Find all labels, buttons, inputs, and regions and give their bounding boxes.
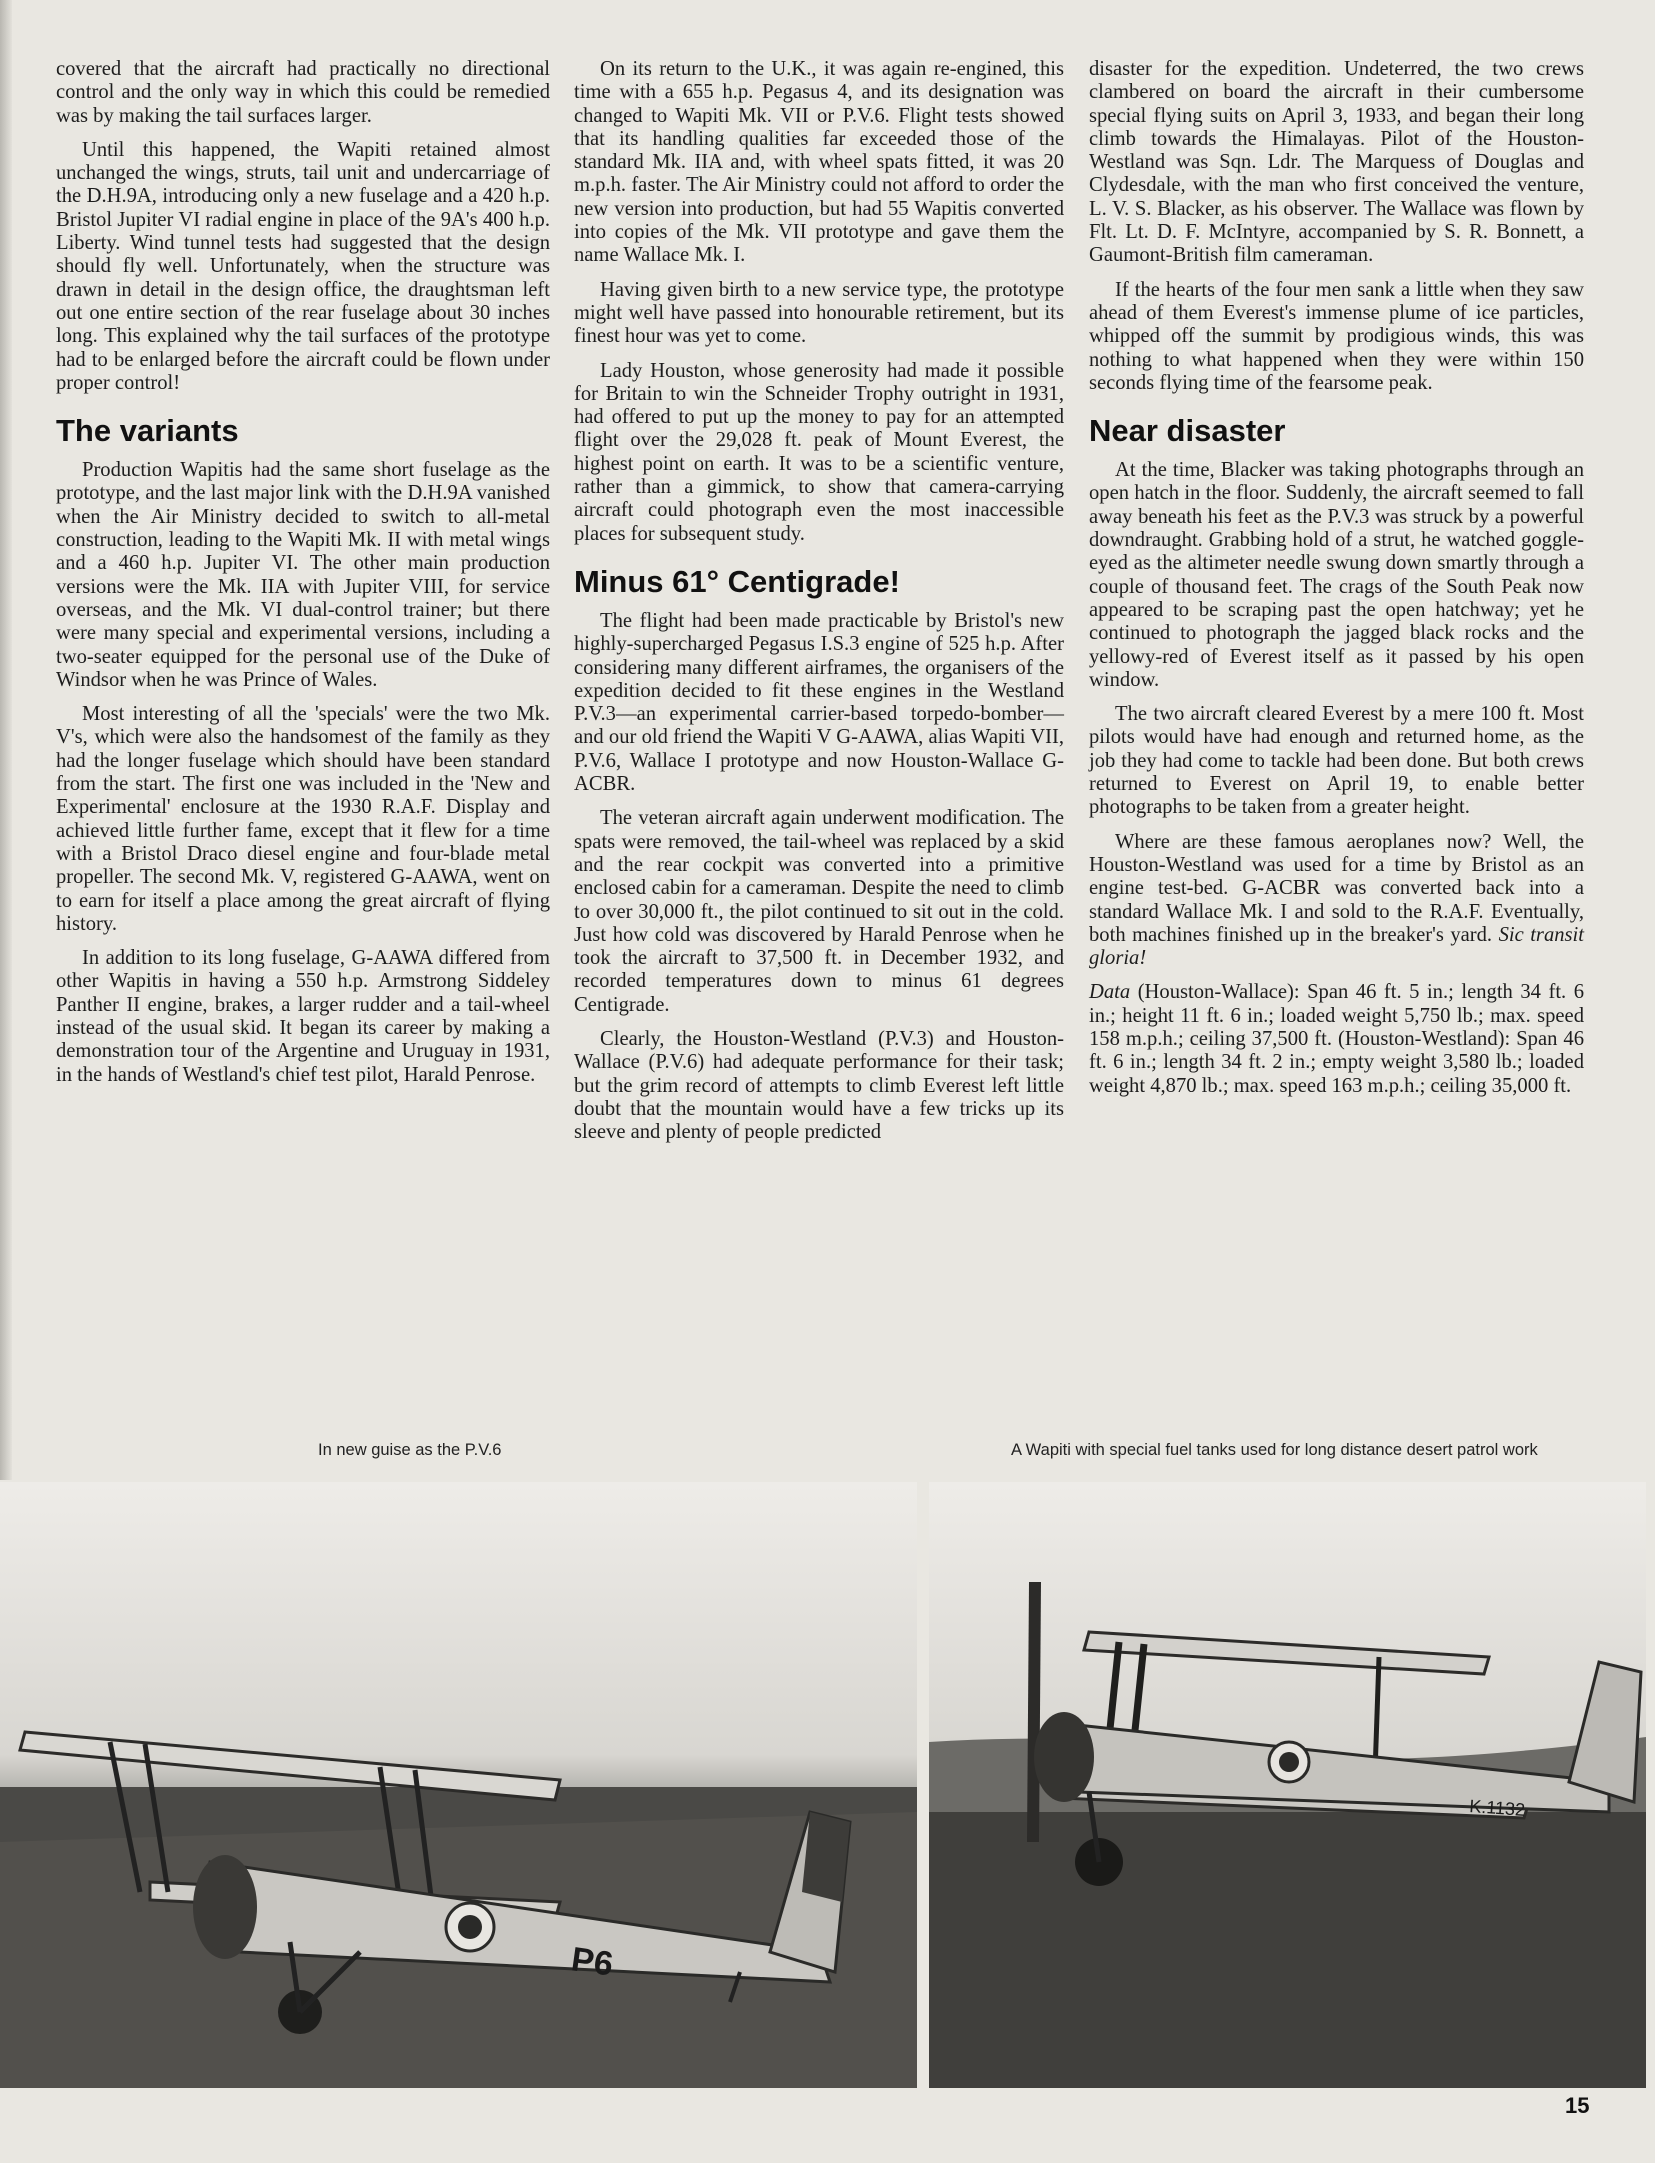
paragraph: covered that the aircraft had practically no directional control and the only way in which this could be remedied was by making the tail surfaces larger.: [56, 58, 550, 127]
article-column-2: [574, 58, 1064, 1155]
paragraph: If the hearts of the four men sank a little when they saw ahead of them Everest's immense plume of ice particles, whipped off the summit by prodigious winds, this was nothing to what happened when they were within 150 seconds flying time of the fearsome peak.: [1089, 278, 1584, 394]
biplane-illustration-left: [0, 1482, 917, 2088]
photo-caption-right: A Wapiti with special fuel tanks used for long distance desert patrol work: [1011, 1441, 1538, 1459]
article-column-3: [1089, 58, 1584, 1109]
paragraph: Lady Houston, whose generosity had made it possible for Britain to win the Schneider Trophy outright in 1931, had offered to put up the money to pay for an attempted flight over the 29,028 ft. peak of Mount Everest, the highest point on earth. It was to be a scientific venture, rather than a gimmick, to show that camera-carrying aircraft could photograph even the most inaccessible places for subsequent study.: [574, 359, 1064, 545]
paragraph: On its return to the U.K., it was again re-engined, this time with a 655 h.p. Pegasus 4, and its designation was changed to Wapiti Mk. VII or P.V.6. Flight tests showed that its handling qualities far exceeded those of the standard Mk. IIA and, with wheel spats fitted, it was 20 m.p.h. faster. The Air Ministry could not afford to order the new version into production, but had 55 Wapitis converted into copies of the Mk. VII prototype and gave them the name Wallace Mk. I.: [574, 58, 1064, 267]
photo-pv6-biplane: [0, 1482, 917, 2088]
photo-wapiti-fuel-tanks: [929, 1482, 1646, 2088]
paragraph: At the time, Blacker was taking photographs through an open hatch in the floor. Suddenly, the aircraft seemed to fall away beneath his feet as the P.V.3 was struck by a powerful downdraught. Grabbing hold of a strut, he watched goggle-eyed as the altimeter needle swung down smartly through a couple of thousand feet. The crags of the South Peak now appeared to be scraping past the open hatchway; yet he continued to photograph the jagged black rocks and the yellowy-red of Everest itself as it passed by his open window.: [1089, 459, 1584, 691]
section-heading-near-disaster: Near disaster: [1089, 413, 1286, 449]
photo-caption-left: In new guise as the P.V.6: [318, 1441, 502, 1459]
page-number: 15: [1565, 2093, 1590, 2118]
section-heading-minus-61: Minus 61° Centigrade!: [574, 563, 900, 599]
paragraph: Until this happened, the Wapiti retained almost unchanged the wings, struts, tail unit and undercarriage of the D.H.9A, introducing only a new fuselage and a 420 h.p. Bristol Jupiter VI radial engine in place of the 9A's 400 h.p. Liberty. Wind tunnel tests had suggested that the design should fly well. Unfortunately, when the structure was drawn in detail in the design office, the draughtsman left out one entire section of the rear fuselage about 30 inches long. This explained why the tail surfaces of the prototype had to be enlarged before the aircraft could be flown under proper control!: [56, 138, 550, 394]
paragraph: Clearly, the Houston-Westland (P.V.3) and Houston-Wallace (P.V.6) had adequate performance for their task; but the grim record of attempts to climb Everest left little doubt that the mountain would have a few tricks up its sleeve and plenty of people predicted: [574, 1027, 1064, 1144]
paragraph: In addition to its long fuselage, G-AAWA differed from other Wapitis in having a 550 h.p. Armstrong Siddeley Panther II engine, brakes, a larger rudder and a tail-wheel instead of the usual skid. It began its career by making a demonstration tour of the Argentine and Uruguay in 1931, in the hands of Westland's chief test pilot, Harald Penrose.: [56, 947, 550, 1086]
paragraph: The flight had been made practicable by Bristol's new highly-supercharged Pegasus I.S.3 engine of 525 h.p. After considering many different airframes, the organisers of the expedition decided to fit these engines in the Westland P.V.3—an experimental carrier-based torpedo-bomber—and our old friend the Wapiti V G-AAWA, alias Wapiti VII, P.V.6, Wallace I prototype and now Houston-Wallace G-ACBR.: [574, 609, 1064, 796]
biplane-illustration-right: [929, 1482, 1646, 2088]
paragraph: Most interesting of all the 'specials' were the two Mk. V's, which were also the handsomest of the family as they had the longer fuselage which should have been standard from the start. The first one was included in the 'New and Experimental' enclosure at the 1930 R.A.F. Display and achieved little further fame, except that it flew for a time with a Bristol Draco diesel engine and four-blade metal propeller. The second Mk. V, registered G-AAWA, went on to earn for itself a place among the great aircraft of flying history.: [56, 703, 550, 935]
paragraph: The two aircraft cleared Everest by a mere 100 ft. Most pilots would have had enough and returned home, as the job they had come to tackle had been done. But both crews returned to Everest on April 19, to enable better photographs to be taken from a greater height.: [1089, 703, 1584, 819]
paragraph-text: Where are these famous aeroplanes now? Well, the Houston-Westland was used for a time by Bristol as an engine test-bed. G-ACBR was converted back into a standard Wallace Mk. I and sold to the R.A.F. Eventually, both machines finished up in the breaker's yard.: [1089, 830, 1584, 946]
data-specifications: [1089, 981, 1584, 1097]
aircraft-marking-k1132: K.1132: [1468, 1796, 1526, 1820]
section-heading-variants: The variants: [56, 413, 239, 449]
paragraph: Production Wapitis had the same short fuselage as the prototype, and the last major link with the D.H.9A vanished when the Air Ministry decided to switch to all-metal construction, leading to the Wapiti Mk. II with metal wings and a 460 h.p. Jupiter VI. The other main production versions were the Mk. IIA with Jupiter VIII, for service overseas, and the Mk. VI dual-control trainer; but there were many special and experimental versions, including a two-seater equipped for the personal use of the Duke of Windsor when he was Prince of Wales.: [56, 459, 550, 691]
data-label: Data: [1089, 981, 1131, 1004]
page-edge: [0, 0, 12, 1480]
paragraph: [1089, 831, 1584, 971]
data-text: (Houston-Wallace): Span 46 ft. 5 in.; length 34 ft. 6 in.; height 11 ft. 6 in.; loaded weight 5,750 lb.; max. speed 158 m.p.h.; ceiling 37,500 ft. (Houston-Westland): Span 46 ft. 6 in.; length 34 ft. 2 in.; empty weight 3,580 lb.; loaded weight 4,870 lb.; max. speed 163 m.p.h.; ceiling 35,000 ft.: [1089, 981, 1584, 1097]
article-column-1: [56, 58, 550, 1098]
paragraph: disaster for the expedition. Undeterred, the two crews clambered on board the aircraft in their cumbersome special flying suits on April 3, 1933, and began their long climb towards the Himalayas. Pilot of the Houston-Westland was Sqn. Ldr. The Marquess of Douglas and Clydesdale, with the man who first conceived the venture, L. V. S. Blacker, as his observer. The Wallace was flown by Flt. Lt. D. F. McIntyre, accompanied by S. R. Bonnett, a Gaumont-British film cameraman.: [1089, 58, 1584, 267]
italic-phrase: Sic transit gloria!: [1089, 923, 1584, 970]
paragraph: Having given birth to a new service type, the prototype might well have passed into honourable retirement, but its finest hour was yet to come.: [574, 278, 1064, 348]
paragraph: The veteran aircraft again underwent modification. The spats were removed, the tail-wheel was replaced by a skid and the rear cockpit was converted into a primitive enclosed cabin for a cameraman. Despite the need to climb to over 30,000 ft., the pilot continued to sit out in the cold. Just how cold was discovered by Harald Penrose when he took the aircraft to 37,500 ft. in December 1932, and recorded temperatures down to minus 61 degrees Centigrade.: [574, 807, 1064, 1016]
aircraft-marking-p6: P6: [568, 1940, 616, 1984]
